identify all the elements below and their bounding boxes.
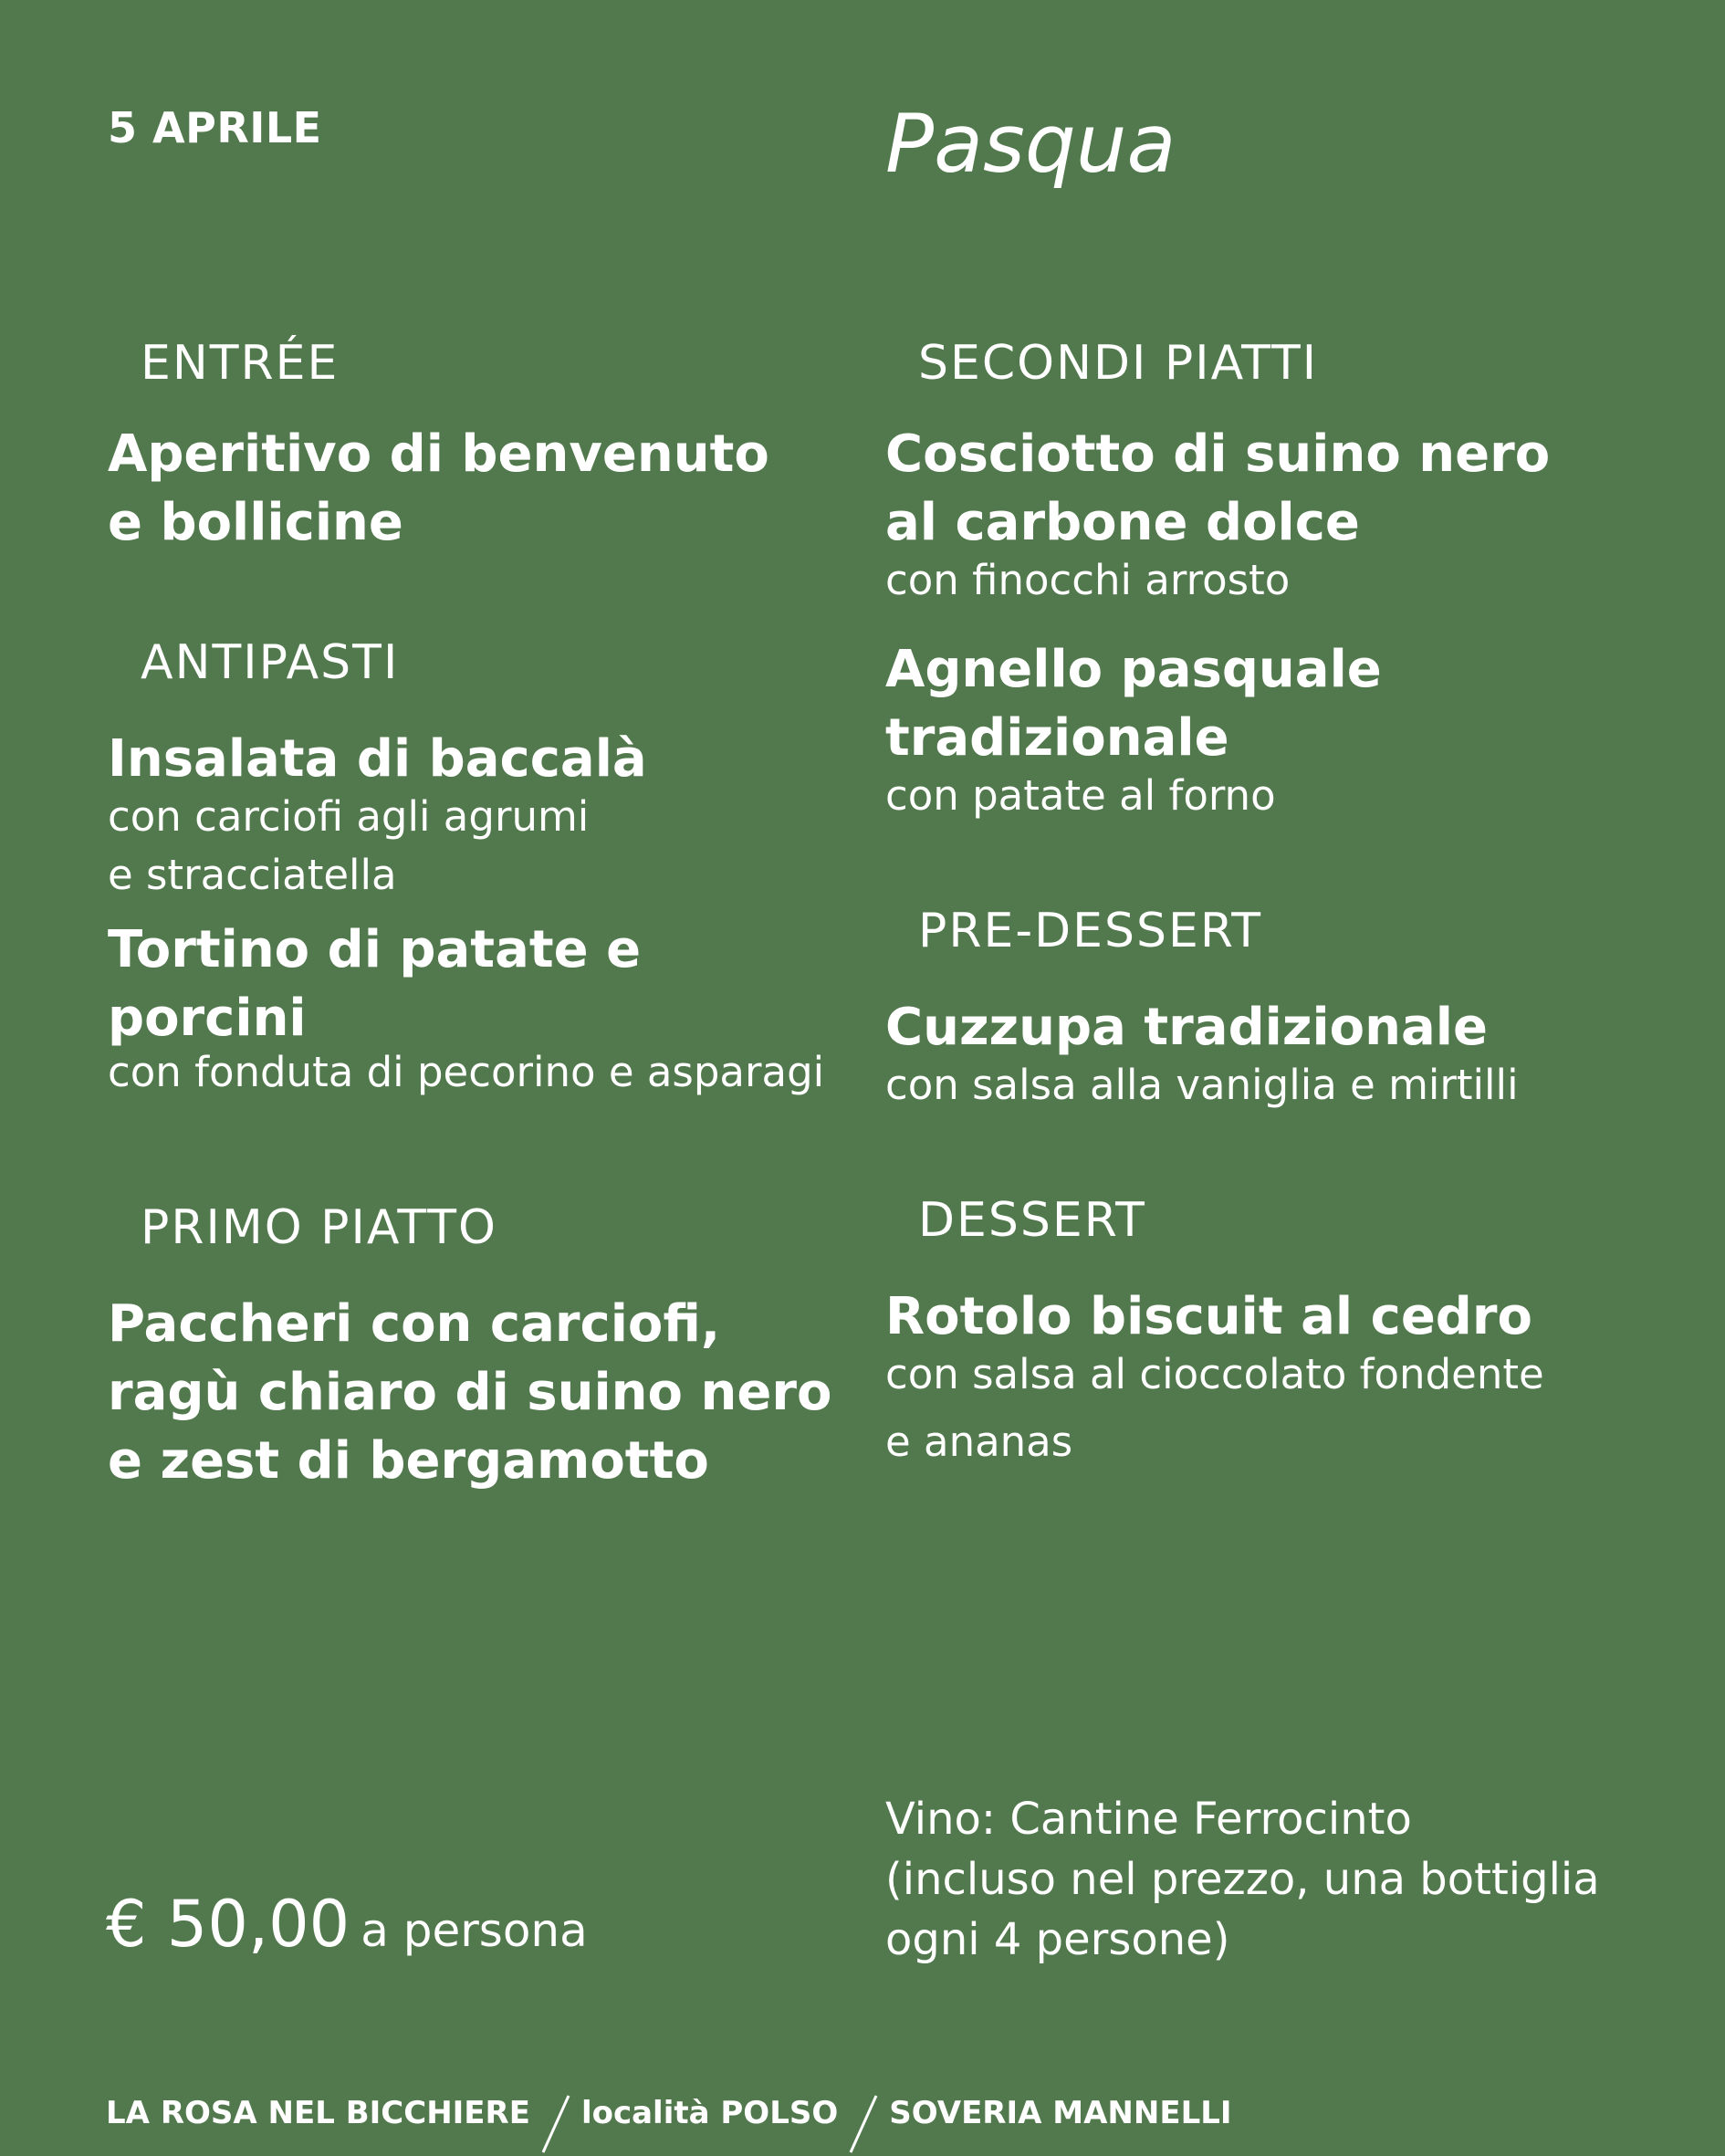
dish-name: Insalata di baccalà [108,729,647,789]
section-antipasti [108,633,856,1102]
right-column [885,334,1634,1471]
wine-line: Vino: Cantine Ferrocinto [885,1794,1412,1845]
footer-locality: località POLSO [580,2095,839,2131]
dish-name: Cosciotto di suino nero [885,424,1551,484]
section-heading-entree: ENTRÉE [141,336,340,391]
price [106,1880,588,1985]
section-pre-dessert [885,902,1634,1115]
dish-name: Cuzzupa tradizionale [885,998,1488,1057]
slash-separator [838,2090,889,2154]
dish-name: e bollicine [108,493,403,552]
wine-note [885,1789,1634,1970]
wine-line: (incluso nel prezzo, una bottiglia [885,1854,1600,1905]
section-heading-pre-dessert: PRE-DESSERT [918,904,1262,958]
footer [106,2090,1232,2154]
dish-name: e zest di bergamotto [108,1431,709,1491]
section-entree [108,334,856,557]
section-secondi [885,334,1634,825]
dish-description: con salsa alla vaniglia e mirtilli [885,1061,1519,1109]
dish-name: Agnello pasquale [885,640,1382,699]
event-date: 5 APRILE [108,103,322,152]
dish-name: ragù chiaro di suino nero [108,1363,832,1422]
dish-description: con salsa al cioccolato fondente [885,1350,1544,1398]
section-heading-dessert: DESSERT [918,1193,1146,1248]
dish-description: con carciofi agli agrumi [108,792,590,841]
dish-name: Tortino di patate e porcini [108,920,642,1048]
menu-title: Pasqua [885,97,1176,191]
dish-description: e ananas [885,1418,1073,1466]
dish-name: Rotolo biscuit al cedro [885,1287,1532,1346]
dish-description: e stracciatella [108,851,397,899]
dish-name: al carbone dolce [885,493,1360,552]
price-amount: € 50,00 [106,1887,350,1962]
wine-line: ogni 4 persone) [885,1914,1230,1965]
section-primo [108,1198,856,1495]
section-heading-antipasti: ANTIPASTI [141,635,400,690]
dish-description: con patate al forno [885,771,1276,820]
price-unit: a persona [361,1904,588,1957]
section-dessert [885,1191,1634,1471]
left-column [108,334,856,1495]
dish-description: con fonduta di pecorino e asparagi [108,1048,825,1096]
slash-separator [530,2090,581,2154]
section-heading-primo: PRIMO PIATTO [141,1200,497,1255]
footer-town: SOVERIA MANNELLI [889,2095,1232,2131]
dish-name: Paccheri con carciofi, [108,1294,721,1354]
dish-name: Aperitivo di benvenuto [108,424,769,484]
section-heading-secondi: SECONDI PIATTI [918,336,1319,391]
dish-description: con finocchi arrosto [885,556,1291,604]
dish-name: tradizionale [885,708,1229,768]
footer-venue: LA ROSA NEL BICCHIERE [106,2095,530,2131]
